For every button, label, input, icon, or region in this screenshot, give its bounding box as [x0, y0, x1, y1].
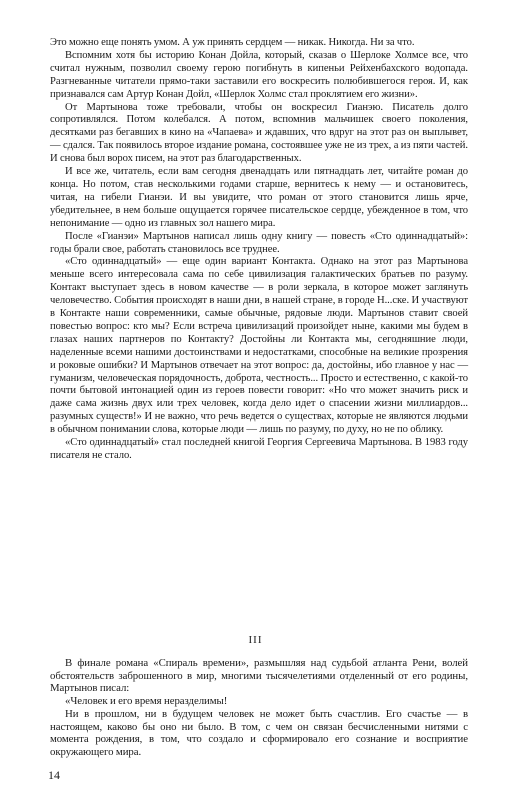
- section-paragraph-1: В финале романа «Спираль времени», размышляя над судьбой атланта Рени, волей обстоятельств заброшенного в мир, многими тысячелетиями отделенный от его родины, Мартынов писал:: [50, 657, 468, 695]
- paragraph-3: От Мартынова тоже требовали, чтобы он воскресил Гианэю. Писатель долго сопротивлялся. Потом колебался. А потом, вспомнив мальчишек своего поколения, десятками раз бегавших в кино на «Чапаева» и ждавших, что вдруг на этот раз он выплывет,— сдался. Так появилось второе издание романа, состоявшее уже не из трех, а из пяти частей. И снова был ворох писем, на этот раз благодарственных.: [50, 101, 468, 165]
- paragraph-5: После «Гианэи» Мартынов написал лишь одну книгу — повесть «Сто одиннадцатый»: годы брали свое, работать становилось все труднее.: [50, 230, 468, 255]
- page-number: 14: [48, 768, 60, 782]
- section-paragraph-3: Ни в прошлом, ни в будущем человек не может быть счастлив. Его счастье — в настоящем, каково бы оно ни было. В том, с чем он связан бесчисленными нитями с момента рождения, в том, что создало и сформировало его сознание и восприятие окружающего мира.: [50, 707, 468, 758]
- section-heading: III: [248, 634, 263, 646]
- section-paragraph-2: «Человек и его время неразделимы!: [65, 695, 228, 708]
- paragraph-7: «Сто одиннадцатый» стал последней книгой Георгия Сергеевича Мартынова. В 1983 году писателя не стало.: [50, 437, 468, 461]
- section-text-column: [50, 657, 468, 759]
- paragraph-2: Вспомним хотя бы историю Конан Дойла, который, сказав о Шерлоке Холмсе все, что считал нужным, позволил своему герою погибнуть в кипеньи Рейхенбахского водопада. Разгневанные читатели прямо-таки заставили его воскресить полюбившегося героя. И, как признавался сам Артур Конан Дойл, «Шерлок Холмс стал проклятием его жизни».: [50, 49, 468, 100]
- paragraph-4: И все же, читатель, если вам сегодня двенадцать или пятнадцать лет, читайте роман до конца. Но потом, став несколькими годами старше, вернитесь к нему — и остановитесь, читая, на гибели Гианэи. И вы увидите, что роман от этого становится лишь ярче, убедительнее, в нем больше ощущается горячее писательское сердце, убежденное в том, что непонимание — одно из главных зол нашего мира.: [50, 166, 468, 229]
- paragraph-1: Это можно еще понять умом. А уж принять сердцем — никак. Никогда. Ни за что.: [50, 37, 415, 48]
- main-text-column: [50, 37, 468, 463]
- paragraph-6: «Сто одиннадцатый» — еще один вариант Контакта. Однако на этот раз Мартынова меньше всего интересовала сама по себе цивилизация галактических братьев по разуму. Контакт выступает здесь в новом качестве — в роли зеркала, в которое может заглянуть человечество. События происходят в наши дни, в нашей стране, в городе Н...ске. И участвуют в Контакте наши современники, самые обычные, рядовые люди. Мартынов ставит своей повестью вопрос: кто мы? Если встреча цивилизаций произойдет ныне, какими мы будем в глазах наших партнеров по Контакту? Достойны ли Контакта мы, сегодняшние люди, наделенные всеми нашими достоинствами и недостатками, способные на великие прозрения и роковые ошибки? И Мартынов отвечает на этот вопрос: да, достойны, ибо главное у нас — гуманизм, человеческая порядочность, доброта, честность... Просто и естественно, с какой-то почти бытовой интонацией один из героев повести говорит: «Но что может значить риск и даже сама жизнь двух или трех человек, когда дело идет о спасении жизни миллиардов... разумных существ!» И не важно, что речь ведется о существах, которые не являются людьми в обычном понимании слова, которые люди — лишь по разуму, по духу, но не по облику.: [50, 256, 468, 436]
